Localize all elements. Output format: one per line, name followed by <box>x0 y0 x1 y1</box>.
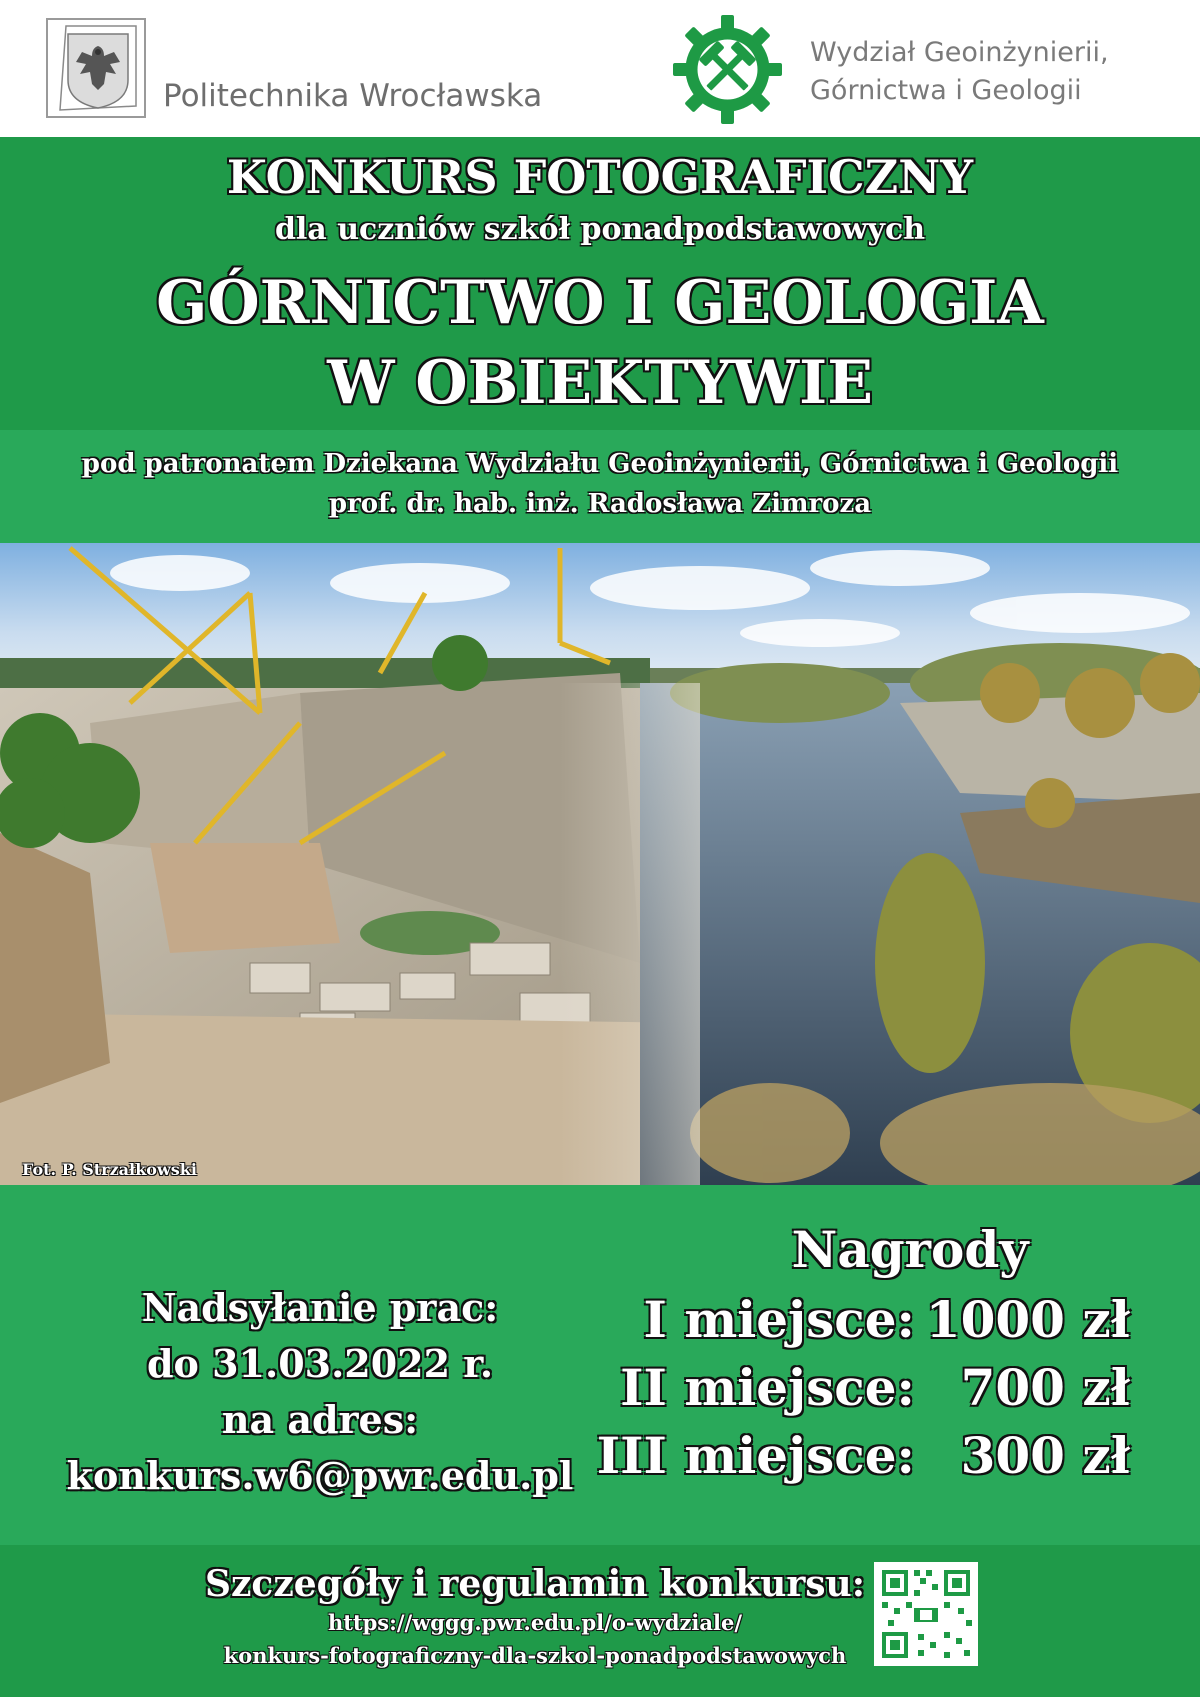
prize-row <box>620 1358 1130 1424</box>
patronage-line2: prof. dr. hab. inż. Radosława Zimroza <box>328 489 872 519</box>
contest-theme-line2: W OBIEKTYWIE <box>327 348 873 418</box>
patronage-band <box>0 430 1200 543</box>
hammer-and-pick-gear-icon <box>670 12 785 127</box>
qr-code-icon[interactable] <box>874 1562 978 1666</box>
footer-title: Szczegóły i regulamin konkursu: <box>204 1563 866 1605</box>
quarry-photo <box>0 543 1200 1185</box>
prize-place: III miejsce: <box>596 1426 915 1485</box>
prize-row <box>620 1290 1130 1356</box>
eagle-crest-icon <box>46 18 146 118</box>
faculty-name-line2: Górnictwa i Geologii <box>810 75 1082 106</box>
contest-audience: dla uczniów szkół ponadpodstawowych <box>274 212 926 247</box>
submission-address-label: na adres: <box>221 1397 419 1442</box>
photo-credit: Fot. P. Strzałkowski <box>22 1160 197 1179</box>
university-name: Politechnika Wrocławska <box>163 78 543 114</box>
prize-amount: 1000 zł <box>925 1290 1130 1349</box>
patronage-line1: pod patronatem Dziekana Wydziału Geoinżynierii, Górnictwa i Geologii <box>81 449 1119 479</box>
submission-label: Nadsyłanie prac: <box>141 1285 499 1330</box>
prize-place: II miejsce: <box>620 1358 915 1417</box>
prize-amount: 300 zł <box>960 1426 1130 1485</box>
faculty-name-line1: Wydział Geoinżynierii, <box>810 37 1109 68</box>
prizes-title: Nagrody <box>791 1220 1029 1279</box>
footer-url-line1[interactable]: https://wggg.pwr.edu.pl/o-wydziale/ <box>327 1610 743 1635</box>
footer-url-line2[interactable]: konkurs-fotograficzny-dla-szkol-ponadpodstawowych <box>223 1643 847 1668</box>
header <box>0 0 1200 137</box>
contest-theme-line1: GÓRNICTWO I GEOLOGIA <box>156 268 1044 338</box>
submission-info <box>60 1280 580 1504</box>
submission-email[interactable]: konkurs.w6@pwr.edu.pl <box>66 1453 574 1498</box>
contest-title: KONKURS FOTOGRAFICZNY <box>226 150 974 204</box>
prize-row <box>596 1426 1130 1492</box>
submission-deadline: do 31.03.2022 r. <box>146 1341 494 1386</box>
prize-amount: 700 zł <box>960 1358 1130 1417</box>
prize-place: I miejsce: <box>643 1290 915 1349</box>
faculty-name <box>810 34 1109 110</box>
